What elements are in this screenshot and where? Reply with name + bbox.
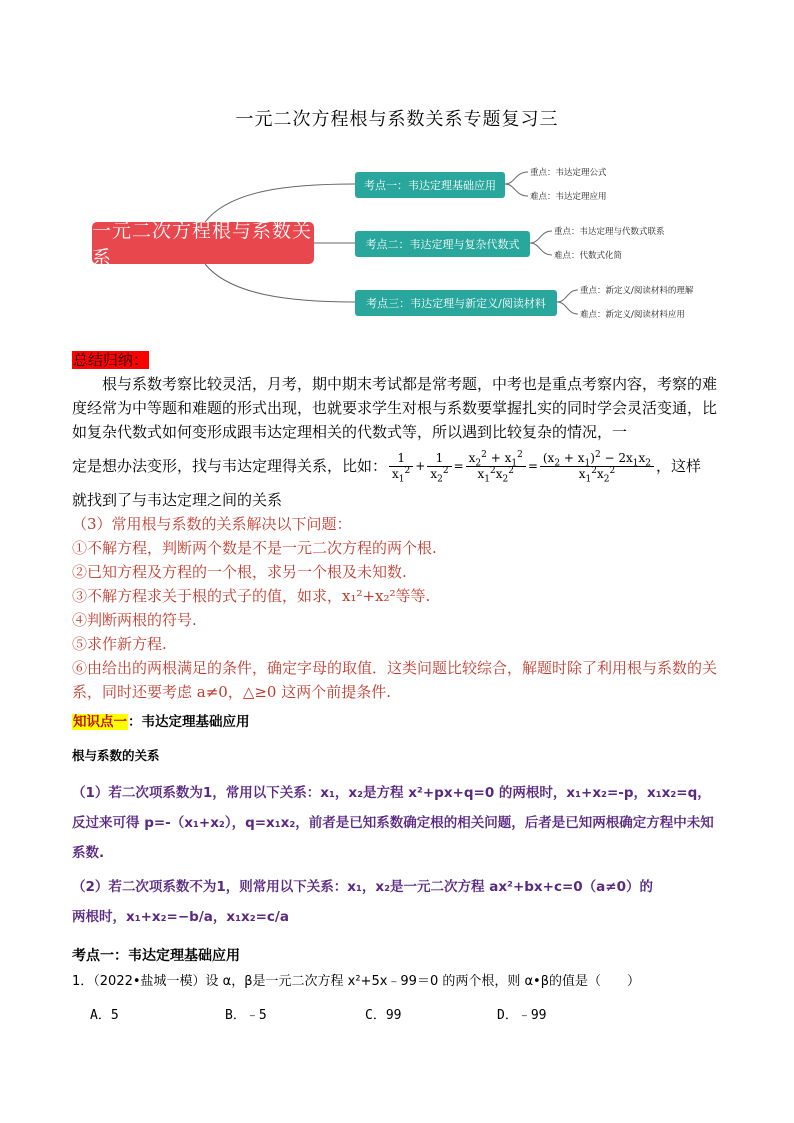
summary-item-4: ④判断两根的符号. — [72, 611, 197, 629]
option-b: B．﹣5 — [225, 1008, 267, 1023]
summary-item-6: ⑥由给出的两根满足的条件，确定字母的取值．这类问题比较综合，解题时除了利用根与系数的关系，同时还要考虑 a≠0，△≥0 这两个前提条件. — [72, 659, 718, 701]
mindmap-leaf: 难点：代数式化简 — [554, 251, 623, 261]
mindmap-leaf: 重点：韦达定理与代数式联系 — [554, 227, 665, 237]
summary-subheading: （3）常用根与系数的关系解决以下问题： — [72, 515, 352, 533]
mindmap-leaf: 难点：韦达定理应用 — [530, 192, 607, 202]
summary-item-5: ⑤求作新方程. — [72, 635, 167, 653]
summary-paragraph-2: 就找到了与韦达定理之间的关系 — [72, 491, 283, 509]
mindmap-branch-2: 考点二：韦达定理与复杂代数式 — [355, 231, 530, 257]
summary-tag: 总结归纳： — [73, 351, 149, 369]
summary-paragraph-end: 定是想办法变形，找与韦达定理得关系，比如： — [72, 457, 388, 475]
option-c: C．99 — [365, 1008, 402, 1023]
summary-formula-line — [72, 444, 724, 488]
mindmap-root: 一元二次方程根与系数关系 — [92, 220, 313, 269]
knowledge-heading — [72, 710, 724, 734]
summary-paragraph-tail: ，这样 — [656, 457, 702, 475]
mindmap-branch-3: 考点三：韦达定理与新定义/阅读材料 — [355, 290, 557, 316]
knowledge-paragraph-2 — [72, 872, 724, 932]
knowledge-paragraph-2a: （2）若二次项系数不为1，则常用以下关系：x₁，x₂是一元二次方程 ax²+bx+c=0（a≠0）的 — [72, 879, 653, 895]
mindmap-leaf: 重点：新定义/阅读材料的理解 — [580, 286, 694, 296]
question-stem: 1．（2022•盐城一模）设 α，β是一元二次方程 x²+5x﹣99＝0 的两个根，则 α•β的值是（ ） — [72, 974, 641, 989]
summary-item-1: ①不解方程，判断两个数是不是一元二次方程的两个根. — [72, 539, 437, 557]
mindmap-branch-1: 考点一：韦达定理基础应用 — [355, 172, 505, 198]
summary-section — [72, 348, 724, 704]
formula: $\frac{1}{x_1^2}$ + $\frac{1}{x_2^2}$ = $\frac{x_2^2 + x_1^2}{x_1^2x_2^2}$ = $\frac{(x_2 + x_1)^2 - 2x_1x_2}{x_1^2x_2^2}$ — [387, 451, 656, 482]
option-a: A．5 — [90, 1008, 119, 1023]
exam-point-heading: 考点一：韦达定理基础应用 — [72, 948, 240, 964]
summary-item-3: ③不解方程求关于根的式子的值，如求，x₁²+x₂²等等. — [72, 587, 431, 605]
knowledge-paragraph-1: （1）若二次项系数为1，常用以下关系：x₁，x₂是方程 x²+px+q=0 的两根时，x₁+x₂=-p，x₁x₂=q，反过来可得 p=-（x₁+x₂），q=x₁x₂，前者是已知系数确定根的相关问题，后者是已知两根确定方程中未知系数. — [72, 785, 714, 861]
knowledge-paragraph-2b: 两根时，x₁+x₂=−b/a，x₁x₂=c/a — [72, 909, 289, 925]
knowledge-title: ：韦达定理基础应用 — [128, 714, 250, 730]
summary-item-2: ②已知方程及方程的一个根，求另一个根及未知数. — [72, 563, 407, 581]
summary-paragraph: 根与系数考察比较灵活，月考，期中期末考试都是常考题，中考也是重点考察内容，考察的难度经常为中等题和难题的形式出现，也就要求学生对根与系数要掌握扎实的同时学会灵活变通，比如复杂代数式如何变形成跟韦达定理相关的代数式等，所以遇到比较复杂的情况，一 — [72, 375, 718, 441]
page-title: 一元二次方程根与系数关系专题复习三 — [235, 109, 559, 130]
mindmap-leaf: 难点：新定义/阅读材料应用 — [580, 310, 685, 320]
mindmap-leaf: 重点：韦达定理公式 — [530, 168, 607, 178]
knowledge-tag: 知识点一 — [73, 714, 127, 730]
knowledge-subtitle: 根与系数的关系 — [72, 748, 160, 763]
option-d: D．﹣99 — [497, 1008, 547, 1023]
